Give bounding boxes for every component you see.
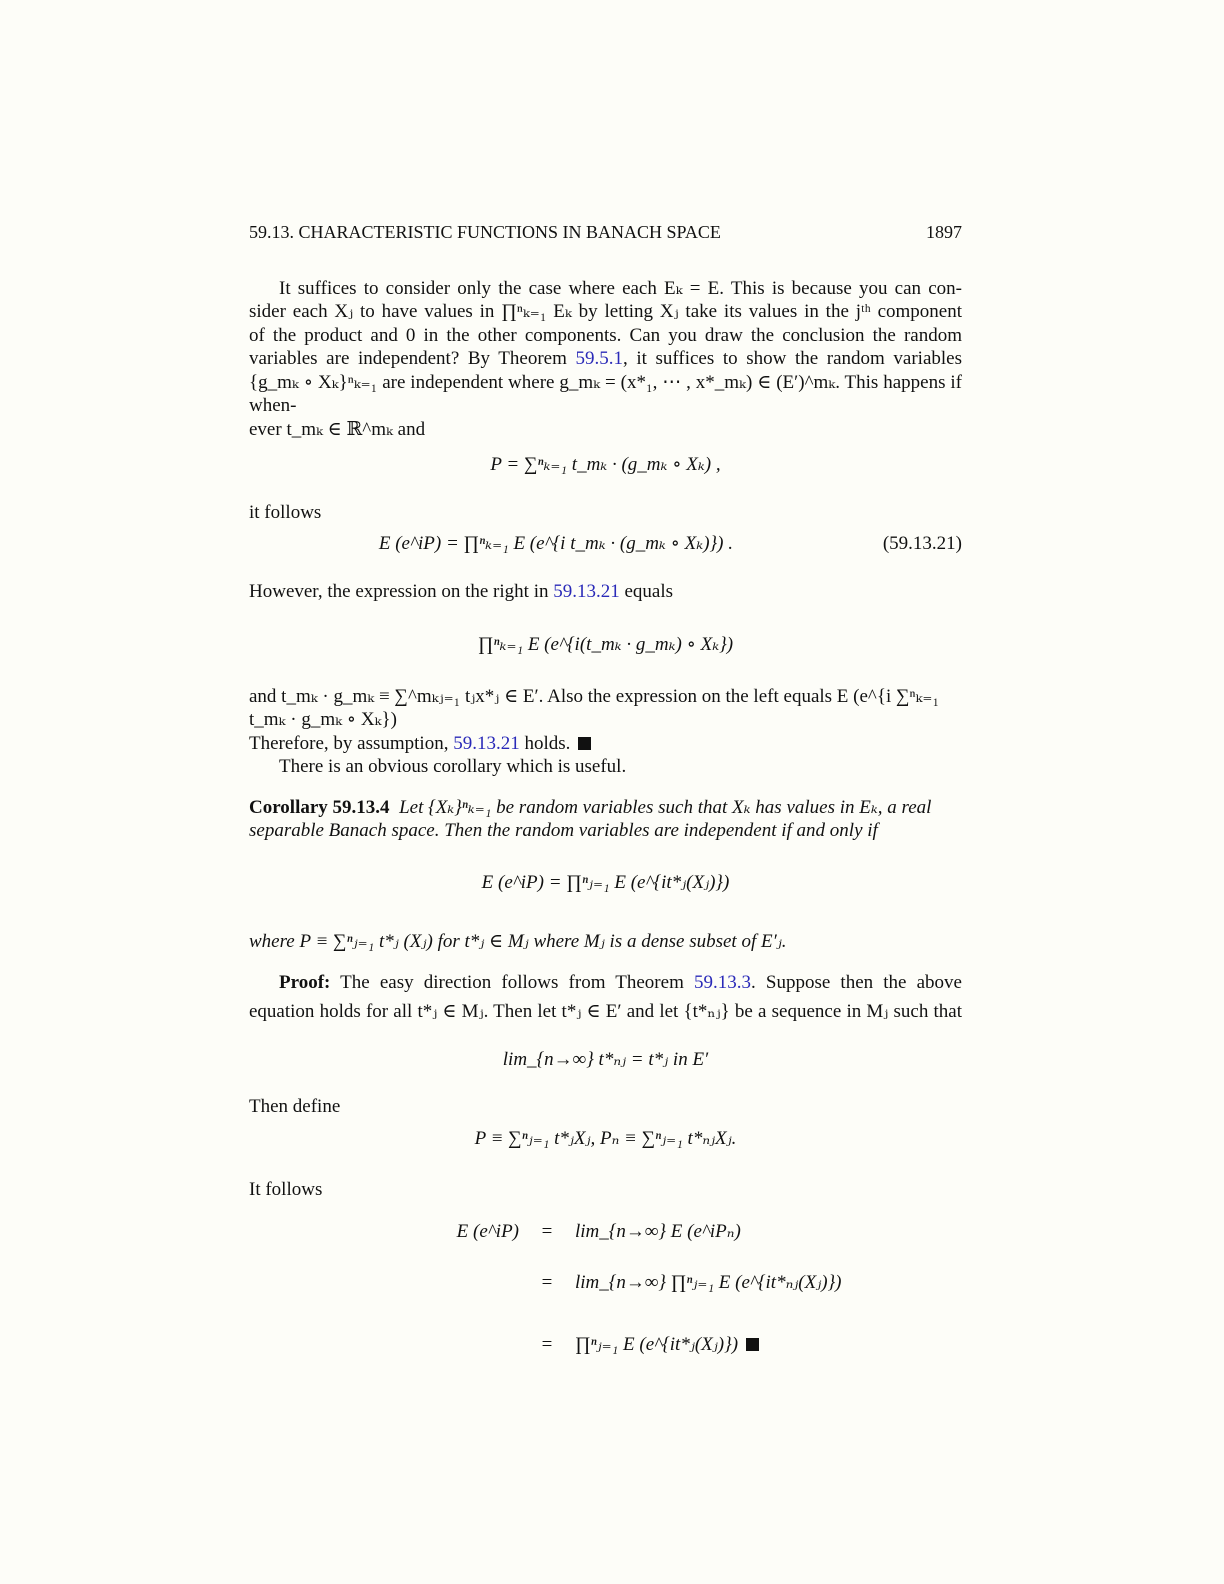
page-number: 1897 bbox=[926, 222, 962, 242]
text: equals bbox=[619, 580, 674, 602]
text: The easy direction follows from Theorem bbox=[340, 971, 694, 993]
corollary-equation: E (e^iP) = ∏ⁿⱼ₌₁ E (e^{it*ⱼ(Xⱼ)}) bbox=[481, 871, 730, 893]
qed-square-icon bbox=[746, 1338, 759, 1351]
text: variables are independent? By Theorem bbox=[249, 348, 576, 369]
para-line: {g_mₖ ∘ Xₖ}ⁿₖ₌₁ are independent where g_mₖ = (x*₁, ⋯ , x*_mₖ) ∈ (E′)^mₖ. This happens if when- bbox=[249, 371, 962, 416]
para-line: ever t_mₖ ∈ ℝ^mₖ and bbox=[249, 418, 426, 440]
text bbox=[249, 580, 962, 604]
text: Then define bbox=[249, 1096, 341, 1117]
align-row bbox=[249, 1333, 962, 1357]
theorem-link[interactable]: 59.13.3 bbox=[694, 971, 751, 993]
para-line bbox=[249, 347, 962, 371]
text: It follows bbox=[249, 1179, 323, 1200]
text: it follows bbox=[249, 501, 322, 523]
para-line: sider each Xⱼ to have values in ∏ⁿₖ₌₁ Eₖ by letting Xⱼ take its values in the jᵗʰ component bbox=[249, 301, 962, 322]
align-lhs: E (e^iP) bbox=[456, 1220, 519, 1242]
equation-link[interactable]: 59.13.21 bbox=[553, 580, 620, 602]
limit-equation: lim_{n→∞} t*ₙⱼ = t*ⱼ in E′ bbox=[502, 1048, 709, 1070]
proof-label: Proof: bbox=[279, 971, 331, 993]
text: There is an obvious corollary which is useful. bbox=[279, 756, 627, 777]
text: . Suppose then the above bbox=[751, 971, 962, 993]
corollary-label: Corollary 59.13.4 bbox=[249, 796, 390, 818]
text: holds. bbox=[519, 732, 571, 754]
align-rel: = bbox=[541, 1220, 553, 1242]
page-body bbox=[249, 221, 962, 1356]
define-equation: P ≡ ∑ⁿⱼ₌₁ t*ⱼXⱼ, Pₙ ≡ ∑ⁿⱼ₌₁ t*ₙⱼXⱼ. bbox=[474, 1127, 737, 1149]
align-row bbox=[249, 1220, 962, 1244]
section-title: 59.13. CHARACTERISTIC FUNCTIONS IN BANACH SPACE bbox=[249, 222, 721, 242]
para-line: of the product and 0 in the other components. Can you draw the conclusion the random bbox=[249, 324, 962, 346]
theorem-link[interactable]: 59.5.1 bbox=[575, 348, 623, 369]
equation-link[interactable]: 59.13.21 bbox=[453, 732, 520, 754]
equation-59-13-21 bbox=[249, 532, 962, 556]
text: Therefore, by assumption, bbox=[249, 732, 454, 754]
running-header bbox=[249, 221, 962, 245]
corollary-line bbox=[249, 796, 962, 820]
text: , it suffices to show the random variables bbox=[622, 348, 962, 369]
align-rhs: lim_{n→∞} ∏ⁿⱼ₌₁ E (e^{it*ₙⱼ(Xⱼ)}) bbox=[575, 1272, 842, 1293]
para-line: and t_mₖ · g_mₖ ≡ ∑^mₖⱼ₌₁ tⱼx*ⱼ ∈ E′. Also the expression on the left equals E (e^{i ∑ⁿₖ₌₁ t_mₖ · g_mₖ ∘ Xₖ}) bbox=[249, 685, 940, 730]
para-line: equation holds for all t*ⱼ ∈ Mⱼ. Then let t*ⱼ ∈ E′ and let {t*ₙⱼ} be a sequence in Mⱼ such that bbox=[249, 1001, 962, 1022]
align-row bbox=[249, 1271, 962, 1295]
text: separable Banach space. Then the random variables are independent if and only if bbox=[249, 820, 878, 841]
text: Let {Xₖ}ⁿₖ₌₁ be random variables such that Xₖ has values in Eₖ, a real bbox=[399, 796, 932, 818]
text: However, the expression on the right in bbox=[249, 580, 554, 602]
equation-label: (59.13.21) bbox=[882, 533, 962, 554]
equation-product: ∏ⁿₖ₌₁ E (e^{i(t_mₖ · g_mₖ) ∘ Xₖ}) bbox=[477, 634, 734, 655]
align-rhs: lim_{n→∞} E (e^iPₙ) bbox=[575, 1220, 741, 1242]
equation: E (e^iP) = ∏ⁿₖ₌₁ E (e^{i t_mₖ · (g_mₖ ∘ Xₖ)}) . bbox=[378, 533, 733, 554]
align-rel: = bbox=[541, 1272, 553, 1293]
para-line: It suffices to consider only the case where each Eₖ = E. This is because you can con- bbox=[279, 277, 962, 299]
proof-line bbox=[249, 971, 962, 995]
equation-P: P = ∑ⁿₖ₌₁ t_mₖ · (g_mₖ ∘ Xₖ) , bbox=[490, 454, 721, 475]
align-rhs: ∏ⁿⱼ₌₁ E (e^{it*ⱼ(Xⱼ)}) bbox=[575, 1333, 739, 1355]
align-rel: = bbox=[541, 1333, 553, 1355]
text bbox=[249, 732, 962, 756]
text: where P ≡ ∑ⁿⱼ₌₁ t*ⱼ (Xⱼ) for t*ⱼ ∈ Mⱼ where Mⱼ is a dense subset of E′ⱼ. bbox=[249, 931, 787, 952]
qed-square-icon bbox=[578, 737, 591, 750]
